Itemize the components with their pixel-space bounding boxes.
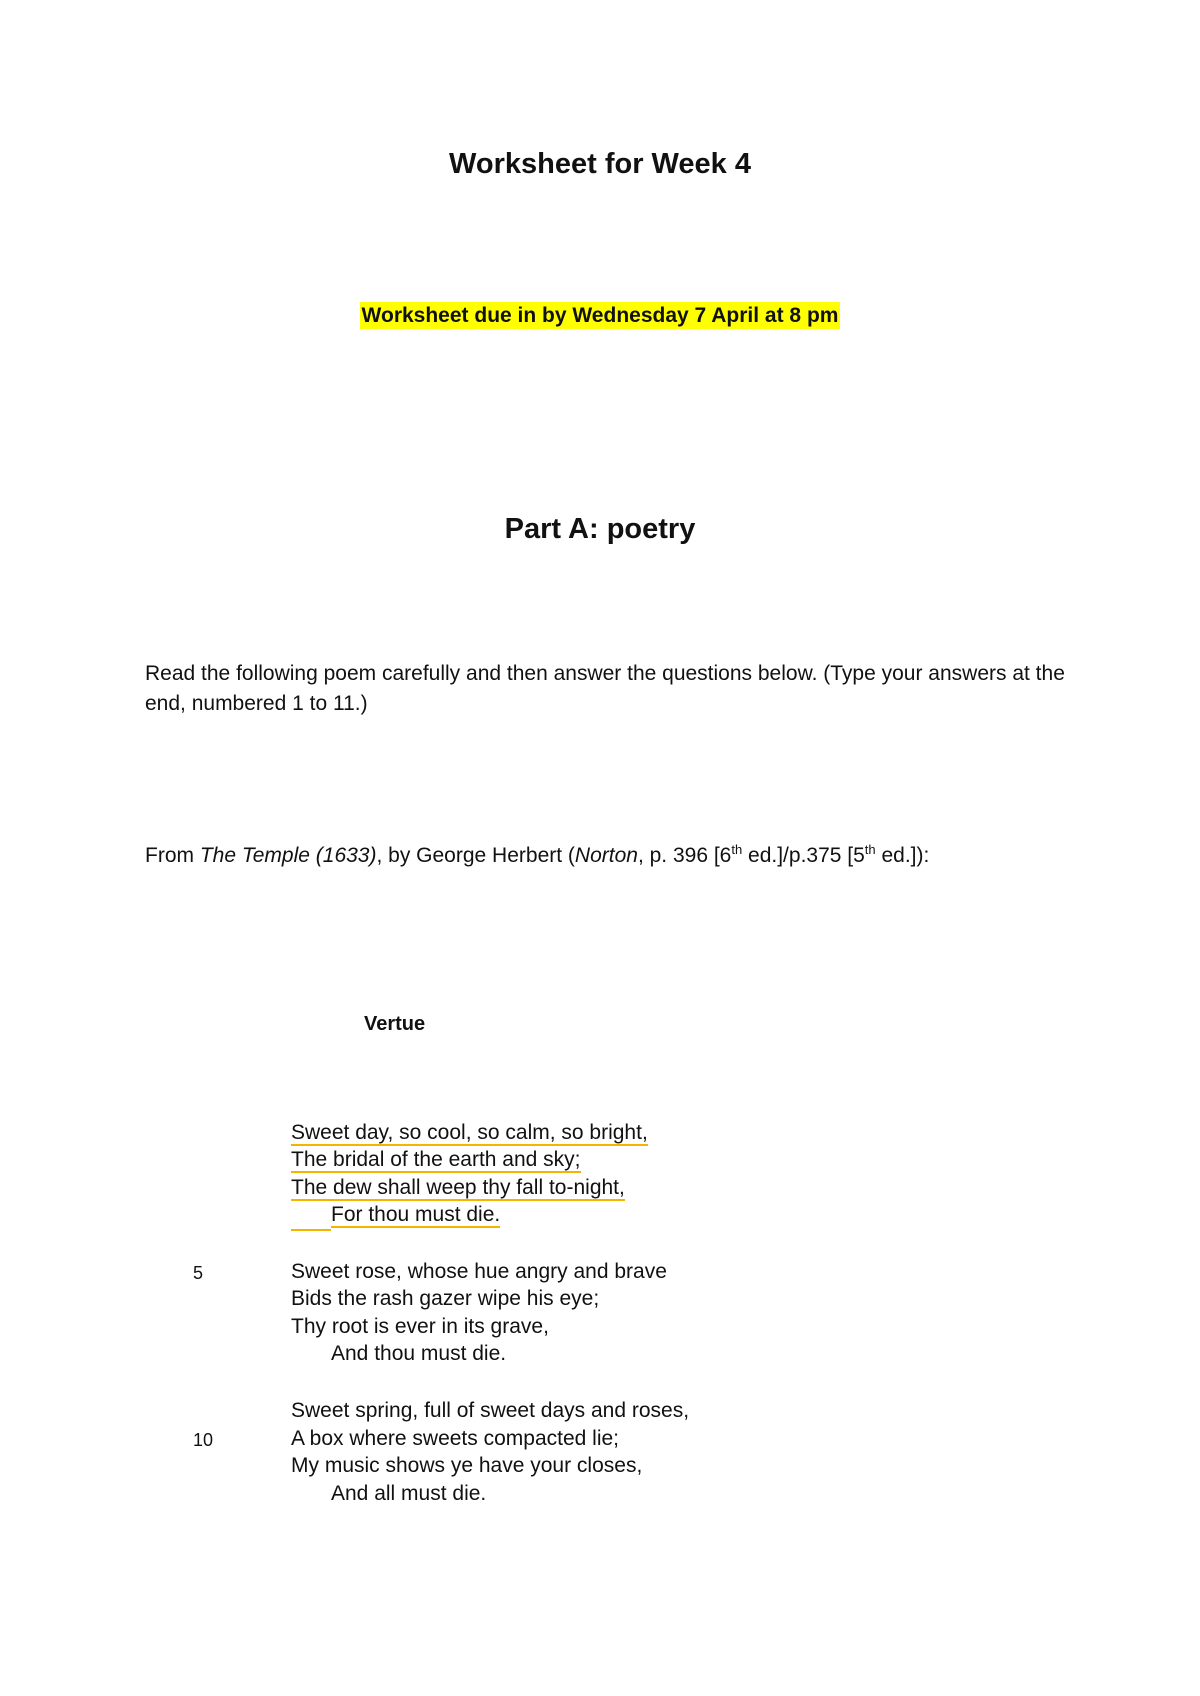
source-page-ref-3: ed.]):	[875, 844, 930, 867]
line-number-10: 10	[193, 1430, 214, 1450]
line-number-5: 5	[193, 1263, 204, 1283]
source-superscript-2: th	[864, 842, 876, 857]
page-title: Worksheet for Week 4	[449, 148, 751, 180]
poem-line-1: Sweet day, so cool, so calm, so bright,	[291, 1121, 648, 1144]
source-book-title: The Temple (1633)	[199, 844, 377, 867]
poem-line-3: The dew shall weep thy fall to-night,	[291, 1176, 625, 1199]
source-citation	[145, 841, 1105, 871]
poem-line-12: And all must die.	[331, 1482, 487, 1505]
source-page-ref-2: ed.]/p.375 [5	[742, 844, 865, 867]
poem-line-7: Thy root is ever in its grave,	[291, 1315, 549, 1338]
poem-line-9: Sweet spring, full of sweet days and roses,	[291, 1399, 690, 1422]
poem-line-10: A box where sweets compacted lie;	[291, 1427, 620, 1450]
poem-line-2: The bridal of the earth and sky;	[291, 1148, 581, 1171]
poem-line-8: And thou must die.	[331, 1342, 507, 1365]
due-notice	[0, 302, 1200, 330]
poem-line-11: My music shows ye have your closes,	[291, 1454, 643, 1477]
source-author: , by George Herbert (	[376, 844, 575, 867]
source-prefix: From	[145, 844, 200, 867]
poem-line-5: Sweet rose, whose hue angry and brave	[291, 1260, 667, 1283]
poem-line-4-indent-underline	[291, 1229, 331, 1231]
part-heading: Part A: poetry	[504, 513, 696, 545]
poem-line-4: For thou must die.	[331, 1203, 501, 1226]
poem-title: Vertue	[364, 1013, 426, 1035]
instructions-text: Read the following poem carefully and then answer the questions below. (Type your answers at the end, numbered 1 to 11.)	[145, 662, 1065, 715]
source-anthology: Norton	[574, 844, 638, 867]
source-page-ref-1: , p. 396 [6	[637, 844, 732, 867]
poem-line-6: Bids the rash gazer wipe his eye;	[291, 1287, 600, 1310]
source-superscript-1: th	[731, 842, 743, 857]
due-notice-highlight: Worksheet due in by Wednesday 7 April at 8 pm	[361, 304, 839, 327]
